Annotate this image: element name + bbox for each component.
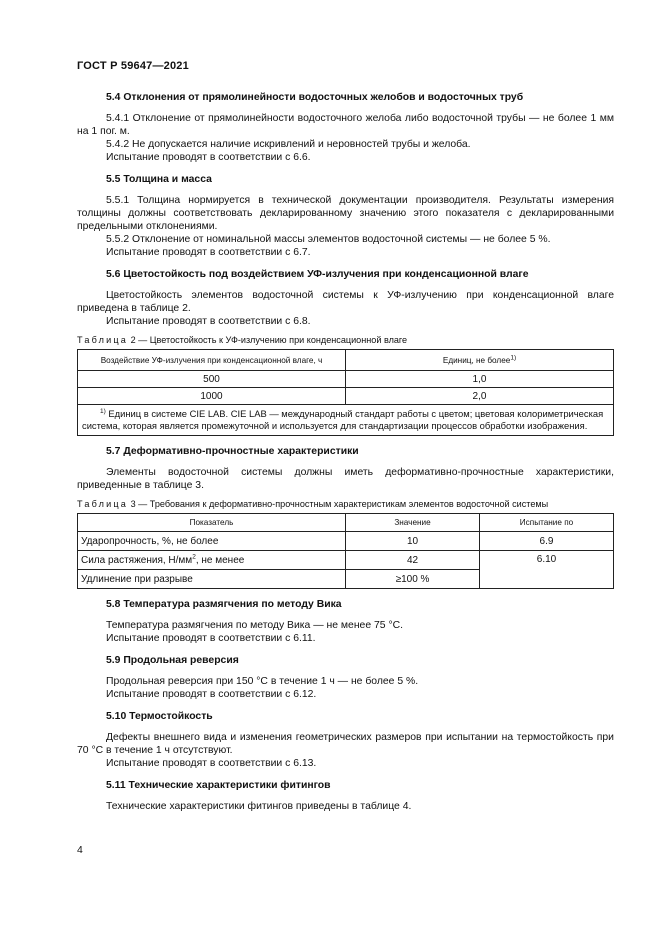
paragraph: Испытание проводят в соответствии с 6.13.: [106, 758, 317, 769]
table-cell: Удлинение при разрыве: [78, 570, 346, 589]
table-cell: ≥100 %: [346, 570, 480, 589]
table-strength-characteristics: [77, 513, 614, 589]
table-header-row: [78, 514, 614, 532]
paragraph: Дефекты внешнего вида и изменения геометрических размеров при испытании на термостойкость при 70 °С в течение 1 ч отсутствуют.: [77, 732, 614, 756]
table-row: [78, 371, 614, 388]
paragraph: 5.4.2 Не допускается наличие искривлений и неровностей трубы и желоба.: [106, 139, 471, 150]
table-caption-label: Таблица: [77, 499, 129, 509]
paragraph: 5.5.1 Толщина нормируется в технической документации производителя. Результаты измерения толщины должны соответствовать декларированному значению этого показателя с декларированными предельными отклонениями.: [77, 195, 614, 232]
table-cell: 6.9: [480, 532, 614, 551]
section-heading: 5.9 Продольная реверсия: [106, 655, 239, 666]
table-cell: 1000: [78, 388, 346, 405]
column-header: Значение: [346, 514, 480, 532]
table-caption: [77, 498, 614, 510]
paragraph: Испытание проводят в соответствии с 6.6.: [106, 152, 311, 163]
paragraph: 5.5.2 Отклонение от номинальной массы элементов водосточной системы — не более 5 %.: [106, 234, 551, 245]
table-cell: 42: [346, 551, 480, 570]
paragraph: Испытание проводят в соответствии с 6.11.: [106, 633, 316, 644]
paragraph: Испытание проводят в соответствии с 6.12.: [106, 689, 317, 700]
section-heading: 5.8 Температура размягчения по методу Вика: [106, 599, 342, 610]
table-cell: Ударопрочность, %, не более: [78, 532, 346, 551]
table-cell: Сила растяжения, $Н/мм^2$, не менее: [78, 551, 346, 570]
table-uv-resistance: [77, 349, 614, 436]
table-caption-text: 2 — Цветостойкость к УФ-излучению при конденсационной влаге: [128, 335, 408, 345]
table-cell: 10: [346, 532, 480, 551]
column-header: Показатель: [78, 514, 346, 532]
paragraph: Продольная реверсия при 150 °С в течение 1 ч — не более 5 %.: [106, 676, 419, 687]
paragraph: Цветостойкость элементов водосточной системы к УФ-излучению при конденсационной влаге приведена в таблице 2.: [77, 290, 614, 314]
table-row: [78, 388, 614, 405]
section-heading: 5.4 Отклонения от прямолинейности водосточных желобов и водосточных труб: [106, 92, 524, 103]
paragraph: 5.4.1 Отклонение от прямолинейности водосточного желоба либо водосточной трубы — не более 1 мм на 1 пог. м.: [77, 113, 614, 137]
table-cell: 2,0: [346, 388, 614, 405]
section-heading: 5.7 Деформативно-прочностные характеристики: [106, 446, 359, 457]
table-cell: 1,0: [346, 371, 614, 388]
paragraph: Испытание проводят в соответствии с 6.8.: [106, 316, 311, 327]
table-row: [78, 551, 614, 570]
section-heading: 5.5 Толщина и масса: [106, 174, 212, 185]
column-header: Воздействие УФ-излучения при конденсационной влаге, ч: [78, 350, 346, 371]
section-heading: 5.11 Технические характеристики фитингов: [106, 780, 331, 791]
table-footnote: $^{1)}$ Единиц в системе CIE LAB. CIE LAB — международный стандарт работы с цветом; цветовая колориметрическая система, которая является промежуточной и используется для стандартизации процессов обработки изображения.: [78, 405, 614, 436]
table-note-row: [78, 405, 614, 436]
page-number: 4: [77, 845, 83, 856]
column-header: Единиц, не более$^{1)}$: [346, 350, 614, 371]
section-heading: 5.10 Термостойкость: [106, 711, 213, 722]
column-header: Испытание по: [480, 514, 614, 532]
table-header-row: [78, 350, 614, 371]
paragraph: Элементы водосточной системы должны иметь деформативно-прочностные характеристики, приведенные в таблице 3.: [77, 467, 614, 491]
paragraph: Испытание проводят в соответствии с 6.7.: [106, 247, 311, 258]
paragraph: Технические характеристики фитингов приведены в таблице 4.: [106, 801, 412, 812]
table-cell: 6.10: [480, 551, 614, 589]
table-row: [78, 532, 614, 551]
table-caption: [77, 334, 614, 346]
section-heading: 5.6 Цветостойкость под воздействием УФ-излучения при конденсационной влаге: [106, 269, 529, 280]
table-caption-text: 3 — Требования к деформативно-прочностным характеристикам элементов водосточной системы: [128, 499, 549, 509]
document-body: [77, 91, 614, 813]
table-caption-label: Таблица: [77, 335, 129, 345]
document-header: ГОСТ Р 59647—2021: [77, 60, 189, 72]
table-cell: 500: [78, 371, 346, 388]
paragraph: Температура размягчения по методу Вика — не менее 75 °С.: [106, 620, 403, 631]
